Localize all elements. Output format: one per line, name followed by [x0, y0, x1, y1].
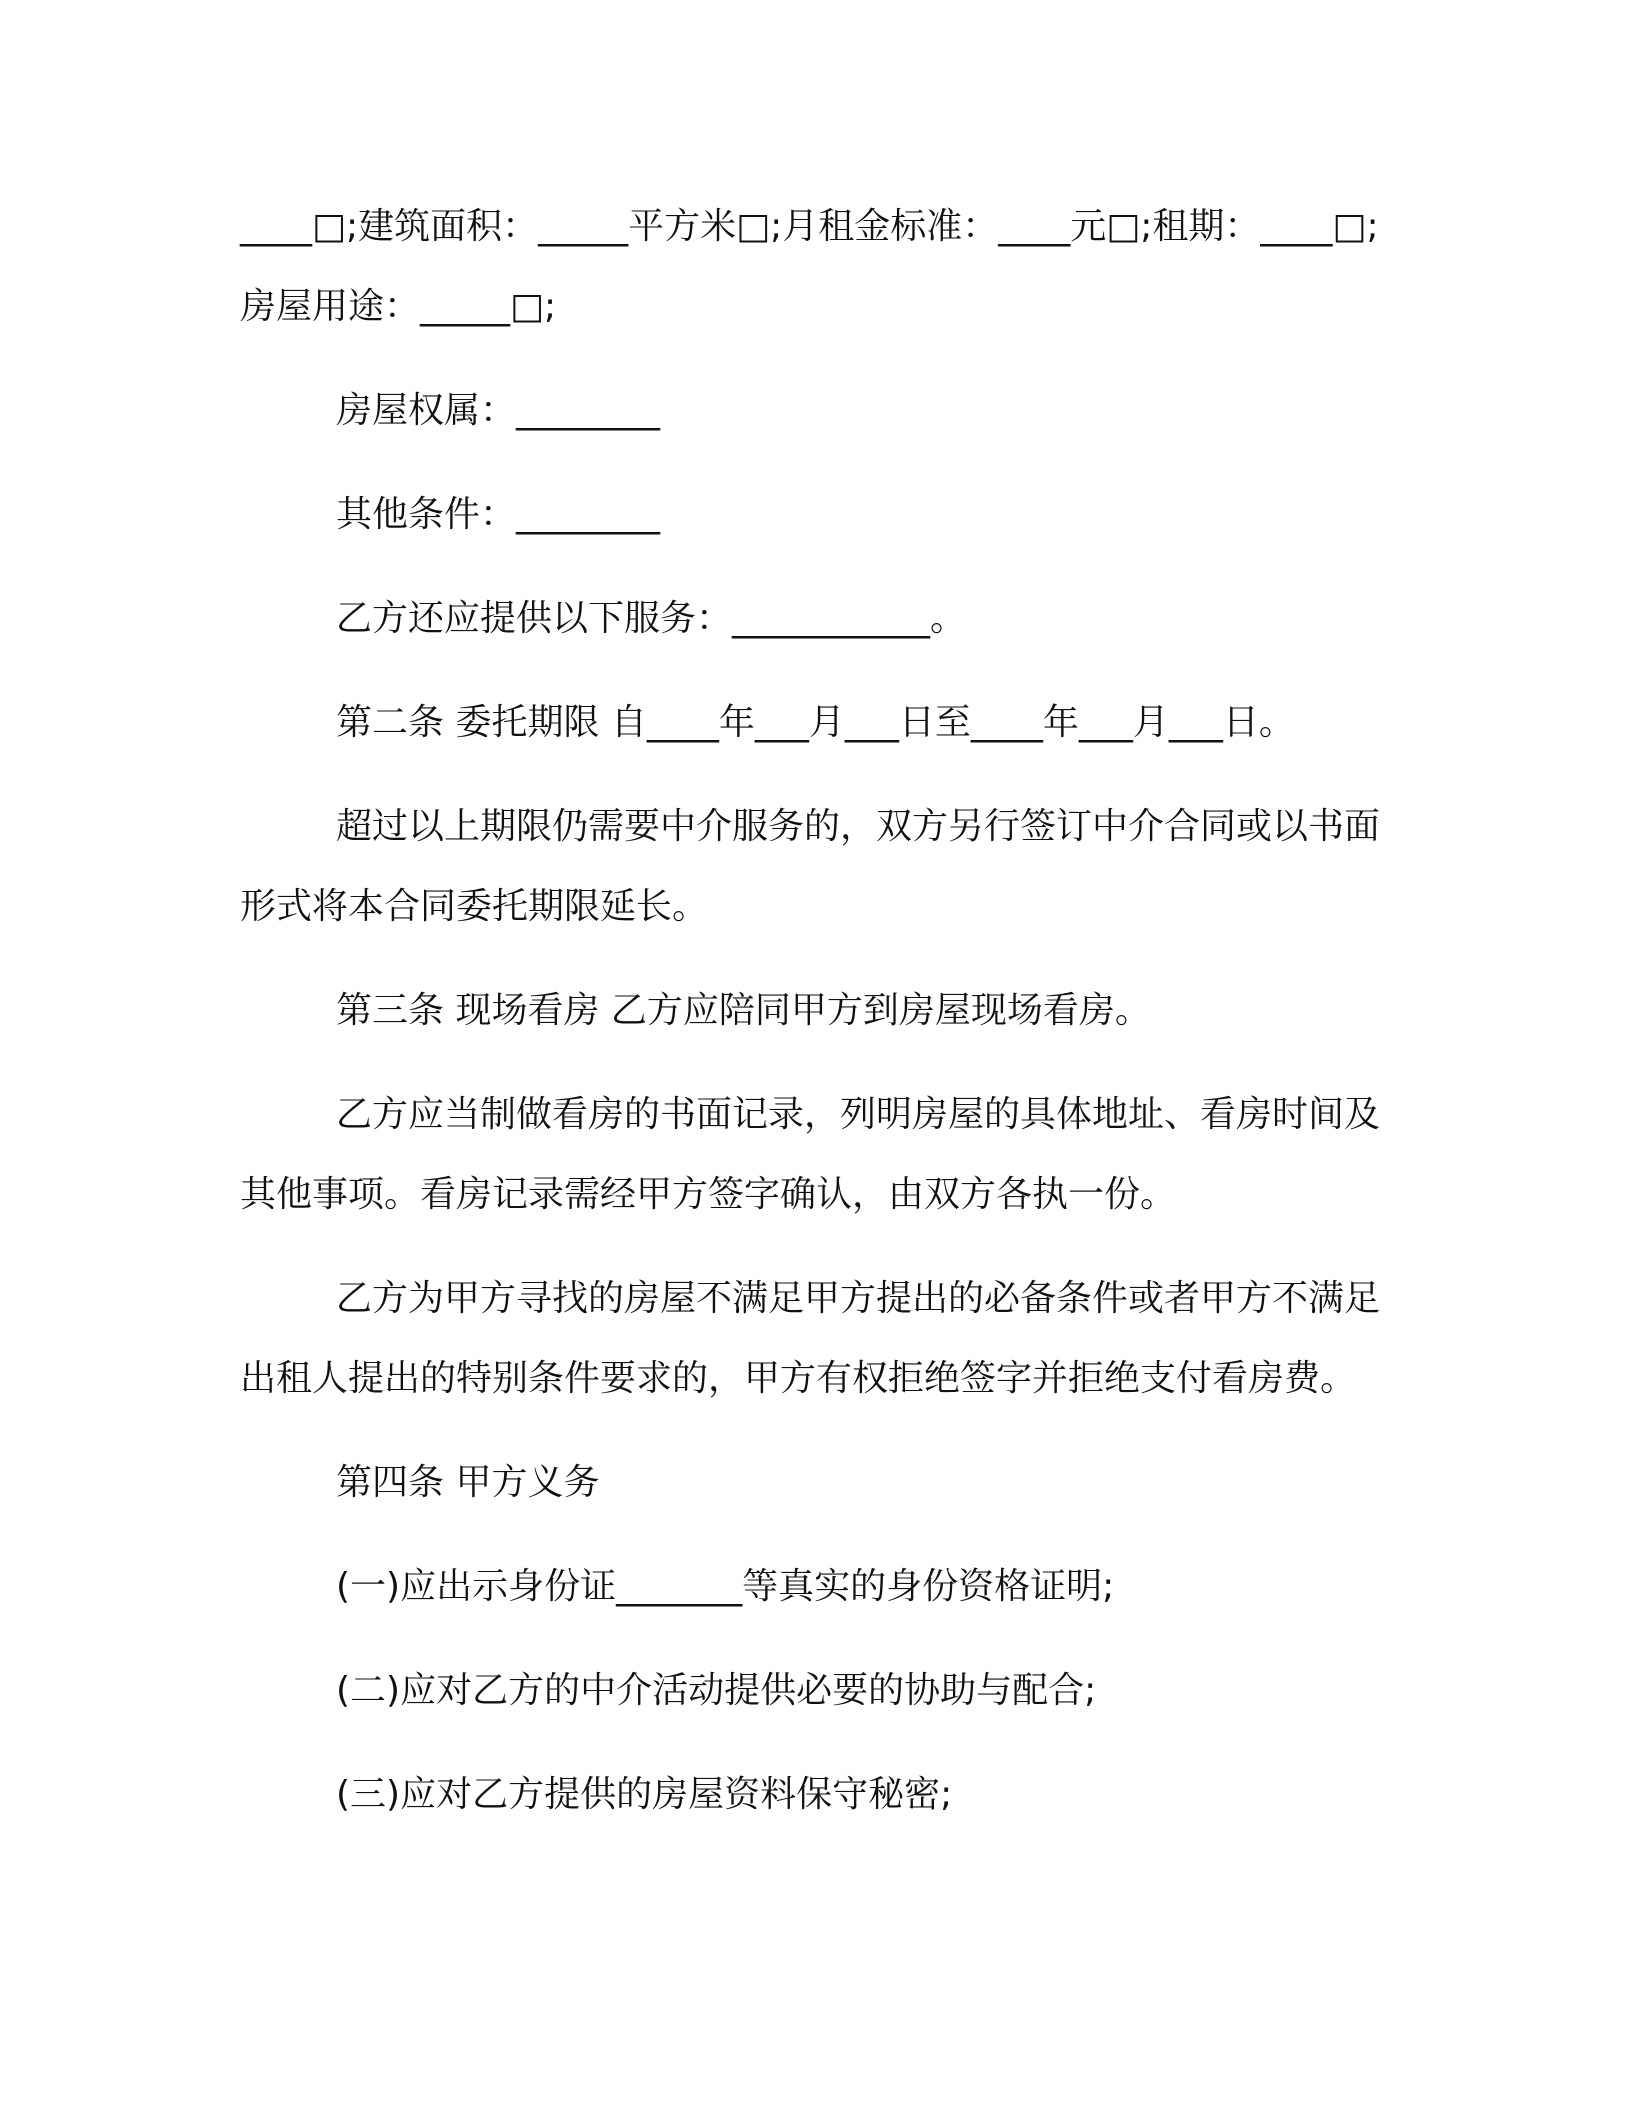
article-4-item-2: (二)应对乙方的中介活动提供必要的协助与配合; — [336, 1670, 1097, 1711]
document-body — [240, 187, 1380, 1835]
article-2-extension: 超过以上期限仍需要中介服务的，双方另行签订中介合同或以书面形式将本合同委托期限延长。 — [240, 806, 1381, 927]
property-details-continued: ____□;建筑面积：_____平方米□;月租金标准：____元□;租期：____□;房屋用途：_____□; — [240, 206, 1379, 327]
other-conditions-line: 其他条件：________ — [336, 494, 661, 535]
property-ownership-line: 房屋权属：________ — [336, 390, 661, 431]
article-4-item-3: (三)应对乙方提供的房屋资料保守秘密; — [336, 1774, 953, 1815]
article-2-term: 第二条 委托期限 自____年___月___日至____年___月___日。 — [336, 702, 1295, 743]
article-3-refusal: 乙方为甲方寻找的房屋不满足甲方提出的必备条件或者甲方不满足出租人提出的特别条件要求的，甲方有权拒绝签字并拒绝支付看房费。 — [240, 1278, 1381, 1399]
article-4-heading: 第四条 甲方义务 — [336, 1462, 600, 1503]
article-3-viewing: 第三条 现场看房 乙方应陪同甲方到房屋现场看房。 — [336, 990, 1151, 1031]
additional-services-line: 乙方还应提供以下服务：___________。 — [336, 598, 967, 639]
article-3-record: 乙方应当制做看房的书面记录，列明房屋的具体地址、看房时间及其他事项。看房记录需经甲方签字确认，由双方各执一份。 — [240, 1094, 1381, 1215]
article-4-item-1: (一)应出示身份证_______等真实的身份资格证明; — [336, 1566, 1115, 1607]
